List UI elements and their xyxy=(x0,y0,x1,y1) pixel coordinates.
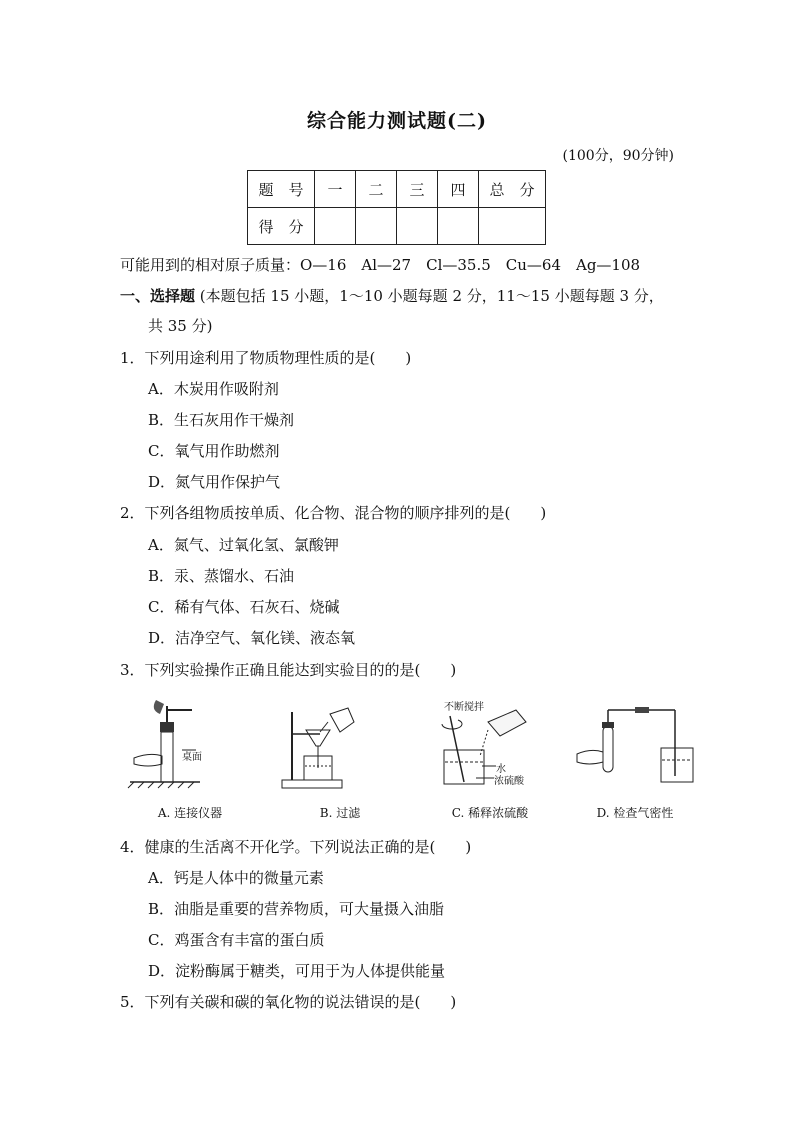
figure-b-drawing xyxy=(270,696,410,806)
question-4-stem: 4．健康的生活离不开化学。下列说法正确的是( ) xyxy=(120,838,472,856)
section1-desc-line2: 共 35 分) xyxy=(148,317,213,335)
question-1-option-b[interactable]: B．生石灰用作干燥剂 xyxy=(148,411,295,429)
score-header-cell: 三 xyxy=(397,171,438,208)
figure-b-filtration[interactable] xyxy=(270,696,410,821)
score-cell[interactable] xyxy=(315,208,356,245)
figure-c-caption: C. 稀释浓硫酸 xyxy=(451,806,529,820)
section1-desc: (本题包括 15 小题，1～10 小题每题 2 分，11～15 小题每题 3 分， xyxy=(199,287,664,305)
figure-d-drawing xyxy=(565,696,705,806)
score-cell[interactable] xyxy=(438,208,479,245)
figure-d-caption: D. 检查气密性 xyxy=(596,806,674,820)
question-1-option-c[interactable]: C．氧气用作助燃剂 xyxy=(148,442,280,460)
score-row-label: 得 分 xyxy=(248,208,315,245)
score-time-info: (100分，90分钟) xyxy=(562,148,674,164)
figure-c-drawing xyxy=(420,696,560,806)
score-table-score-row xyxy=(248,208,546,245)
score-table xyxy=(247,170,546,245)
question-4-option-b[interactable]: B．油脂是重要的营养物质，可大量摄入油脂 xyxy=(148,900,445,918)
question-1-stem: 1．下列用途利用了物质物理性质的是( ) xyxy=(120,349,412,367)
figure-c-dilute-acid[interactable] xyxy=(420,696,560,821)
question-2-option-b[interactable]: B．汞、蒸馏水、石油 xyxy=(148,567,295,585)
atomic-masses: 可能用到的相对原子质量：O—16 Al—27 Cl—35.5 Cu—64 Ag—108 xyxy=(120,256,641,274)
score-table-header-row xyxy=(248,171,546,208)
question-3-figures xyxy=(115,696,705,821)
question-4-option-d[interactable]: D．淀粉酶属于糖类，可用于为人体提供能量 xyxy=(148,962,446,980)
page-title: 综合能力测试题(二) xyxy=(307,110,487,132)
score-cell[interactable] xyxy=(479,208,546,245)
score-cell[interactable] xyxy=(356,208,397,245)
question-1-option-d[interactable]: D．氮气用作保护气 xyxy=(148,473,281,491)
section1-heading-line xyxy=(120,285,664,306)
question-5-stem: 5．下列有关碳和碳的氧化物的说法错误的是( ) xyxy=(120,993,457,1011)
figure-d-check-airtight[interactable] xyxy=(565,696,705,821)
question-3-stem: 3．下列实验操作正确且能达到实验目的的是( ) xyxy=(120,661,457,679)
section1-heading: 一、选择题 xyxy=(120,287,196,305)
score-header-cell: 题 号 xyxy=(248,171,315,208)
figure-a-label-table: 桌面 xyxy=(182,752,202,763)
score-header-cell: 总 分 xyxy=(479,171,546,208)
figure-b-caption: B. 过滤 xyxy=(319,806,361,820)
question-2-option-a[interactable]: A．氮气、过氧化氢、氯酸钾 xyxy=(148,536,339,554)
question-4-option-c[interactable]: C．鸡蛋含有丰富的蛋白质 xyxy=(148,931,325,949)
score-header-cell: 二 xyxy=(356,171,397,208)
question-4-option-a[interactable]: A．钙是人体中的微量元素 xyxy=(148,869,324,887)
figure-c-label-water: 水 xyxy=(496,764,506,775)
figure-a-caption: A. 连接仪器 xyxy=(157,806,223,820)
question-1-option-a[interactable]: A．木炭用作吸附剂 xyxy=(148,380,279,398)
figure-c-label-stir: 不断搅拌 xyxy=(444,702,484,713)
score-header-cell: 一 xyxy=(315,171,356,208)
question-2-option-d[interactable]: D．洁净空气、氧化镁、液态氧 xyxy=(148,629,356,647)
figure-c-label-acid: 浓硫酸 xyxy=(494,776,524,787)
score-header-cell: 四 xyxy=(438,171,479,208)
score-cell[interactable] xyxy=(397,208,438,245)
question-2-option-c[interactable]: C．稀有气体、石灰石、烧碱 xyxy=(148,598,340,616)
figure-a-connect-apparatus[interactable] xyxy=(120,696,260,821)
question-2-stem: 2．下列各组物质按单质、化合物、混合物的顺序排列的是( ) xyxy=(120,504,547,522)
